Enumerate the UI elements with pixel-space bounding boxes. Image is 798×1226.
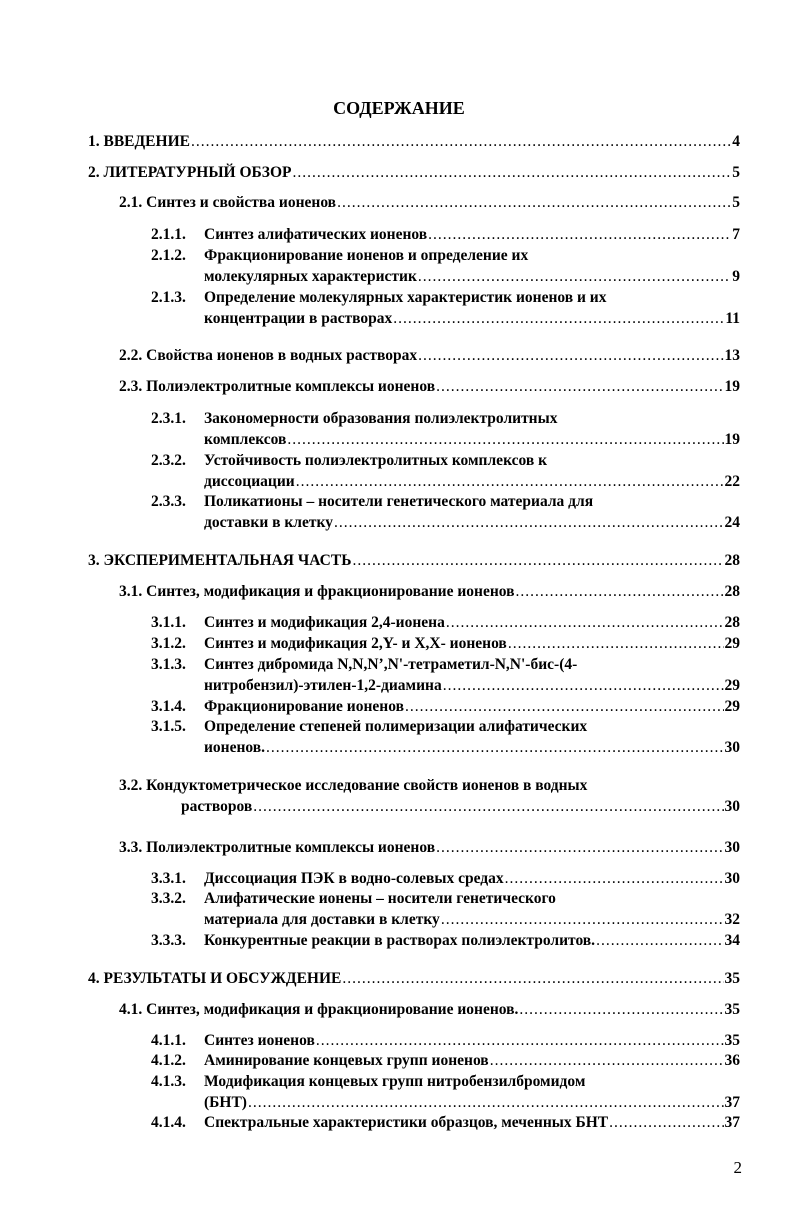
dot-leader [337, 192, 731, 213]
toc-number: 2.3. [119, 378, 143, 395]
toc-entry [151, 654, 740, 696]
toc-title-cont: комплексов [204, 431, 287, 448]
toc-title: Закономерности образования полиэлектролитных [204, 410, 558, 427]
toc-number: 4.1. [119, 1001, 143, 1018]
dot-leader [266, 737, 723, 758]
dot-leader [428, 224, 731, 245]
toc-title: ЭКСПЕРИМЕНТАЛЬНАЯ ЧАСТЬ [103, 552, 352, 569]
toc-title: Синтез, модификация и фракционирование ионенов [146, 583, 515, 600]
toc-entry [151, 287, 740, 329]
toc-entry [151, 1030, 740, 1051]
toc-number: 3.3.1. [151, 870, 186, 887]
toc-page: 29 [724, 677, 740, 694]
dot-leader [441, 909, 724, 930]
toc-number: 3.1.1. [151, 614, 186, 631]
toc-number: 3.1.5. [151, 718, 186, 735]
toc-entry [151, 491, 740, 533]
toc-title: Аминирование концевых групп ионенов [204, 1052, 489, 1069]
toc-entry [151, 868, 740, 889]
toc-page: 32 [724, 911, 740, 928]
dot-leader [352, 550, 723, 571]
dot-leader [505, 868, 724, 889]
dot-leader [508, 633, 724, 654]
toc-title: РЕЗУЛЬТАТЫ И ОБСУЖДЕНИЕ [103, 970, 342, 987]
toc-number: 2.2. [119, 347, 143, 364]
dot-leader [443, 675, 724, 696]
toc-entry [119, 581, 740, 602]
toc-entry [151, 1112, 740, 1133]
toc-title-cont: (БНТ) [204, 1094, 247, 1111]
dot-leader [418, 345, 723, 366]
toc-number: 2.1.2. [151, 247, 186, 264]
toc-page: 19 [724, 378, 740, 395]
toc-entry [119, 376, 740, 397]
dot-leader [393, 308, 724, 329]
toc-number: 2.3.3. [151, 493, 186, 510]
toc-page: 4 [732, 133, 740, 150]
toc-entry [151, 450, 740, 492]
toc-page: 29 [724, 698, 740, 715]
toc-number: 2.1.3. [151, 289, 186, 306]
dot-leader [609, 1112, 723, 1133]
toc-entry [119, 345, 740, 366]
toc-number: 2.3.2. [151, 452, 186, 469]
toc-number: 3.1.2. [151, 635, 186, 652]
toc-number: 4.1.4. [151, 1114, 186, 1131]
dot-leader [436, 837, 723, 858]
toc-number: 3.3.2. [151, 890, 186, 907]
toc-number: 3.3. [119, 839, 143, 856]
toc-title: Устойчивость полиэлектролитных комплексов к [204, 452, 548, 469]
toc-page: 13 [724, 347, 740, 364]
toc-number: 2.3.1. [151, 410, 186, 427]
toc-page: 35 [724, 970, 740, 987]
toc-page: 30 [724, 739, 740, 756]
dot-leader [191, 131, 731, 152]
toc-page: 9 [732, 268, 740, 285]
toc-number: 3. [88, 552, 100, 569]
toc-page: 30 [724, 870, 740, 887]
toc-page: 19 [724, 431, 740, 448]
toc-entry [88, 131, 740, 152]
toc-page: 24 [724, 514, 740, 531]
toc-page: 22 [724, 473, 740, 490]
toc-title: Синтез и модификация 2,Y- и X,X- ионенов [204, 635, 507, 652]
toc-number: 1. [88, 133, 100, 150]
dot-leader [296, 471, 724, 492]
toc-number: 3.1.3. [151, 656, 186, 673]
toc-title: Полиэлектролитные комплексы ионенов [146, 839, 436, 856]
toc-title: Спектральные характеристики образцов, меченных БНТ [204, 1114, 609, 1131]
toc-entry [119, 192, 740, 213]
toc-page: 37 [724, 1094, 740, 1111]
dot-leader [253, 796, 723, 817]
toc-page: 35 [724, 1001, 740, 1018]
toc-title: Конкурентные реакции в растворах полиэлектролитов. [204, 932, 596, 949]
toc-title: Свойства ионенов в водных растворах [146, 347, 418, 364]
page-title: СОДЕРЖАНИЕ [333, 98, 465, 118]
toc-entry [151, 408, 740, 450]
toc-number: 3.1. [119, 583, 143, 600]
toc-page: 30 [724, 798, 740, 815]
toc-title: Фракционирование ионенов [204, 698, 404, 715]
toc-number: 4.1.3. [151, 1073, 186, 1090]
toc-number: 4. [88, 970, 100, 987]
toc-title: Полиэлектролитные комплексы ионенов [146, 378, 436, 395]
toc-page: 5 [732, 194, 740, 211]
toc-page: 28 [724, 583, 740, 600]
toc-entry [151, 888, 740, 930]
toc-title: Алифатические ионены – носители генетического [204, 890, 556, 907]
dot-leader [516, 581, 724, 602]
toc-title-cont: концентрации в растворах [204, 310, 393, 327]
toc-title-cont: молекулярных характеристик [204, 268, 417, 285]
toc-entry [151, 633, 740, 654]
toc-page: 7 [732, 226, 740, 243]
dot-leader [334, 512, 724, 533]
toc-entry [151, 224, 740, 245]
toc-title: Синтез дибромида N,N,N’,N'-тетраметил-N,N'-бис-(4- [204, 656, 578, 673]
toc-number: 3.3.3. [151, 932, 186, 949]
toc-title: ВВЕДЕНИЕ [103, 133, 190, 150]
toc-entry [119, 999, 740, 1020]
toc-title: Кондуктометрическое исследование свойств ионенов в водных [146, 777, 588, 794]
toc-number: 4.1.1. [151, 1032, 186, 1049]
toc-page: 36 [724, 1052, 740, 1069]
dot-leader [316, 1030, 724, 1051]
toc-entry [151, 696, 740, 717]
dot-leader [405, 696, 724, 717]
toc-entry [151, 1050, 740, 1071]
dot-leader [436, 376, 723, 397]
toc-entry [119, 837, 740, 858]
toc-entry [151, 1071, 740, 1113]
toc-entry [151, 245, 740, 287]
toc-title: Синтез и свойства ионенов [146, 194, 337, 211]
page-number: 2 [733, 1158, 742, 1177]
toc-page: 30 [724, 839, 740, 856]
toc-title: Определение степеней полимеризации алифатических [204, 718, 588, 735]
toc-page: 35 [724, 1032, 740, 1049]
toc-title: Синтез алифатических ионенов [204, 226, 428, 243]
toc-title-cont: материала для доставки в клетку [204, 911, 440, 928]
toc-title: ЛИТЕРАТУРНЫЙ ОБЗОР [103, 164, 292, 181]
toc-title: Модификация концевых групп нитробензилбромидом [204, 1073, 586, 1090]
dot-leader [293, 162, 732, 183]
toc-page: 29 [724, 635, 740, 652]
dot-leader [287, 429, 723, 450]
dot-leader [418, 266, 731, 287]
toc-entry [151, 612, 740, 633]
dot-leader [596, 930, 723, 951]
dot-leader [446, 612, 724, 633]
dot-leader [519, 999, 723, 1020]
toc-page: 37 [724, 1114, 740, 1131]
toc-page: 34 [724, 932, 740, 949]
toc-entry [88, 550, 740, 571]
toc-number: 4.1.2. [151, 1052, 186, 1069]
toc-entry [119, 775, 740, 817]
toc-number: 3.2. [119, 777, 143, 794]
dot-leader [248, 1092, 724, 1113]
toc-entry [88, 162, 740, 183]
toc-page: 11 [725, 310, 740, 327]
toc-title-cont: нитробензил)-этилен-1,2-диамина [204, 677, 442, 694]
toc-title: Поликатионы – носители генетического материала для [204, 493, 594, 510]
toc-page: 28 [724, 614, 740, 631]
dot-leader [342, 968, 723, 989]
toc-number: 2.1. [119, 194, 143, 211]
toc-title-cont: доставки в клетку [204, 514, 333, 531]
toc-title: Диссоциация ПЭК в водно-солевых средах [204, 870, 504, 887]
toc-number: 3.1.4. [151, 698, 186, 715]
toc-number: 2.1.1. [151, 226, 186, 243]
toc-title: Фракционирование ионенов и определение их [204, 247, 529, 264]
toc-title: Синтез и модификация 2,4-ионена [204, 614, 445, 631]
dot-leader [490, 1050, 724, 1071]
toc-entry [151, 930, 740, 951]
toc-title-cont: диссоциации [204, 473, 295, 490]
toc-page: 5 [732, 164, 740, 181]
toc-title-cont: ионенов. [204, 739, 266, 756]
toc-title: Синтез ионенов [204, 1032, 315, 1049]
toc-title: Синтез, модификация и фракционирование ионенов. [146, 1001, 519, 1018]
toc-title-cont: растворов [181, 798, 253, 815]
toc-title: Определение молекулярных характеристик ионенов и их [204, 289, 607, 306]
toc-entry [151, 716, 740, 758]
toc-number: 2. [88, 164, 100, 181]
toc-page: 28 [724, 552, 740, 569]
toc-entry [88, 968, 740, 989]
